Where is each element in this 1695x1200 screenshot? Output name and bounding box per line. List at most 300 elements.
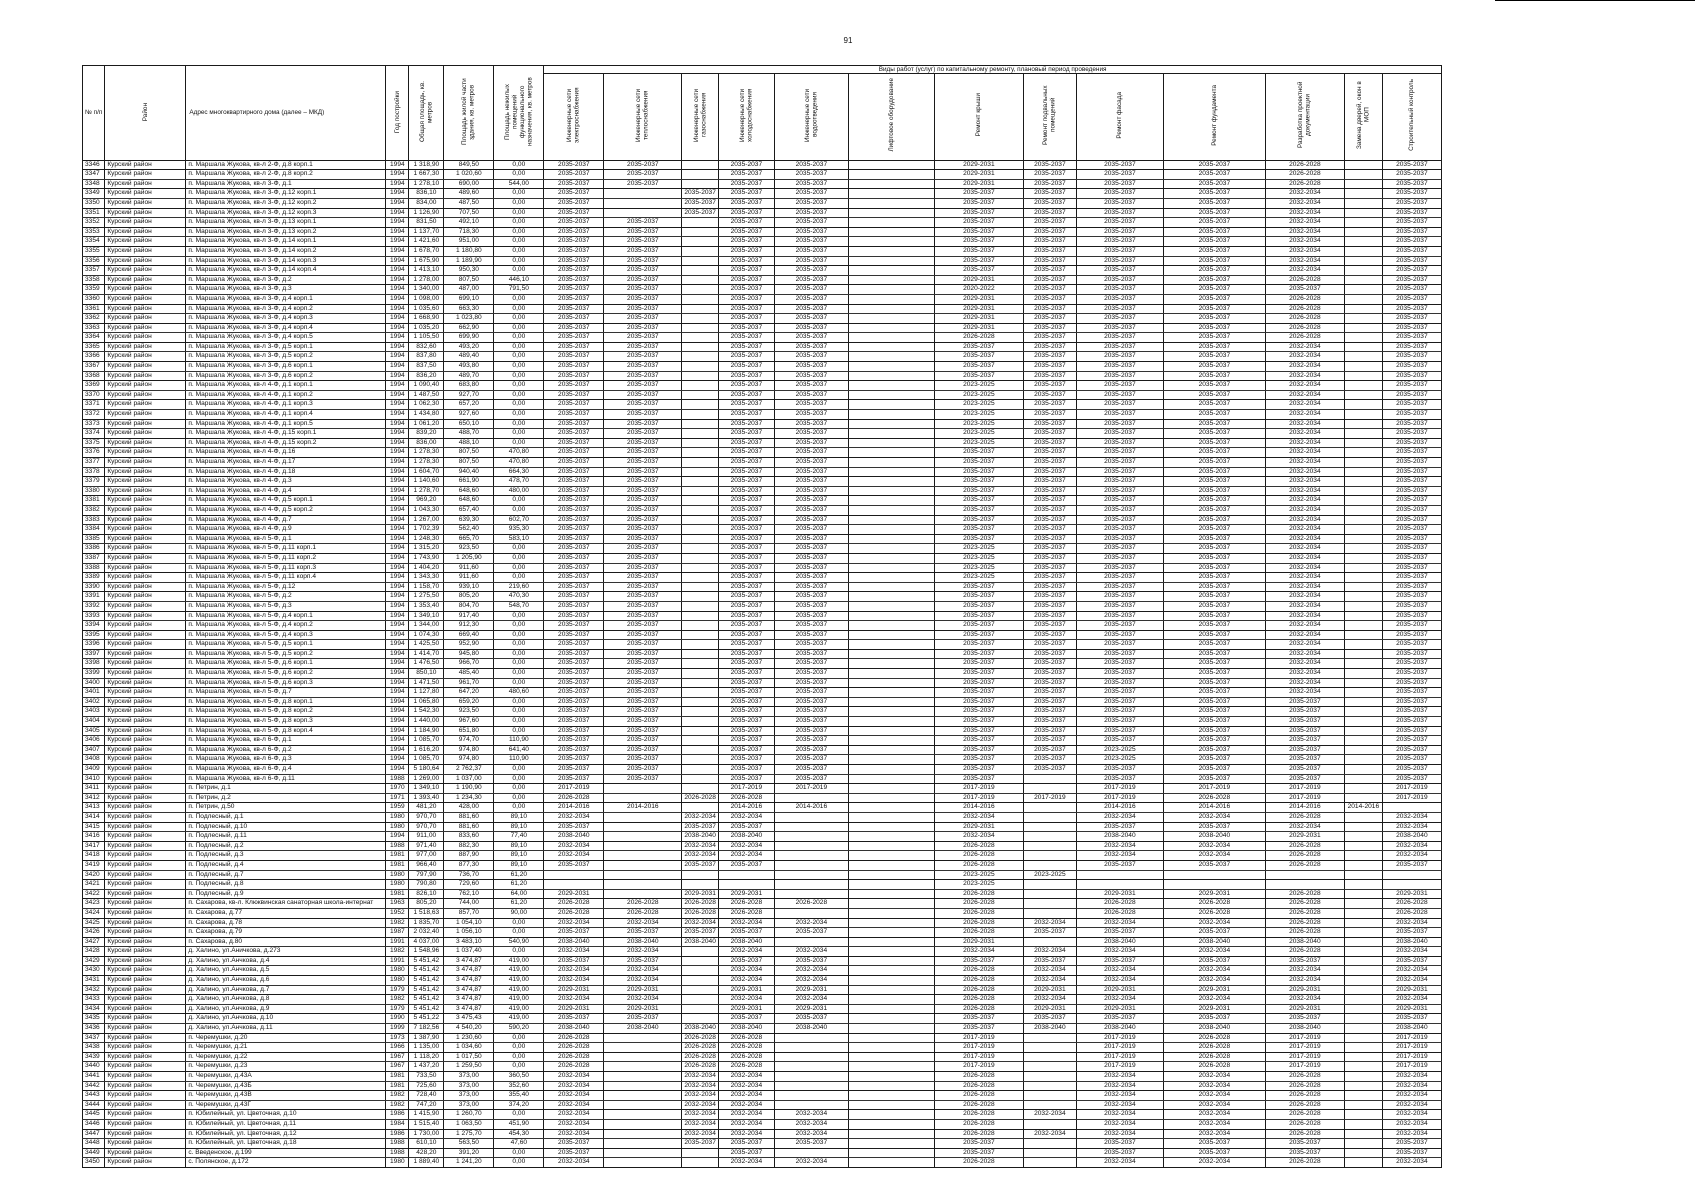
table-cell: 661,90	[444, 477, 494, 487]
table-cell: 2035-2037	[604, 765, 682, 775]
table-cell: 2032-2034	[1265, 544, 1344, 554]
table-cell	[682, 697, 719, 707]
table-cell: 2035-2037	[718, 697, 774, 707]
table-cell: 2032-2034	[718, 851, 774, 861]
table-row	[83, 678, 1442, 688]
table-cell: 2035-2037	[1163, 860, 1265, 870]
table-cell: Курский район	[105, 1110, 186, 1120]
table-cell: 1994	[386, 755, 409, 765]
table-cell	[682, 314, 719, 324]
table-cell	[682, 592, 719, 602]
table-cell: п. Черемушки, д.21	[186, 1043, 386, 1053]
table-cell	[848, 860, 934, 870]
table-cell: 2035-2037	[1076, 218, 1163, 228]
table-cell: 61,20	[494, 899, 544, 909]
table-cell: 3361	[83, 304, 105, 314]
table-cell: Курский район	[105, 1024, 186, 1034]
table-cell: 1994	[386, 582, 409, 592]
table-cell: 733,50	[409, 1072, 444, 1082]
table-cell: 3367	[83, 362, 105, 372]
table-cell	[604, 1043, 682, 1053]
table-cell: 2035-2037	[1163, 179, 1265, 189]
table-cell: 2026-2028	[1265, 1081, 1344, 1091]
table-cell: 3403	[83, 707, 105, 717]
table-cell: 2035-2037	[1163, 505, 1265, 515]
table-cell: 718,30	[444, 227, 494, 237]
table-cell: п. Маршала Жукова, кв-л 5-Ф, д.8 корп.3	[186, 717, 386, 727]
table-cell: 2035-2037	[774, 410, 848, 420]
table-cell: 2035-2037	[718, 179, 774, 189]
table-cell: 489,60	[444, 189, 494, 199]
table-cell: 2035-2037	[1023, 765, 1076, 775]
table-row	[83, 1148, 1442, 1158]
table-cell: 2035-2037	[1023, 170, 1076, 180]
table-cell	[682, 966, 719, 976]
table-cell: 2032-2034	[682, 1119, 719, 1129]
table-cell	[848, 1043, 934, 1053]
table-cell: 1 056,10	[444, 928, 494, 938]
table-row	[83, 553, 1442, 563]
table-cell	[1344, 448, 1382, 458]
table-cell: 2035-2037	[1163, 553, 1265, 563]
table-cell: 2032-2034	[1382, 976, 1441, 986]
table-cell: 2032-2034	[544, 918, 604, 928]
table-row	[83, 1091, 1442, 1101]
table-cell: 2035-2037	[1382, 611, 1441, 621]
table-cell: 1973	[386, 1033, 409, 1043]
table-cell: 2035-2037	[774, 534, 848, 544]
table-cell: 2032-2034	[544, 1158, 604, 1168]
table-cell: 2038-2040	[682, 937, 719, 947]
table-row	[83, 438, 1442, 448]
table-cell: 807,50	[444, 448, 494, 458]
table-cell: 1 889,40	[409, 1158, 444, 1168]
table-cell: 2032-2034	[1163, 1091, 1265, 1101]
table-cell: 2032-2034	[774, 918, 848, 928]
table-cell: 2035-2037	[544, 198, 604, 208]
table-cell: 1986	[386, 1110, 409, 1120]
table-cell: 3413	[83, 803, 105, 813]
table-cell: 2035-2037	[604, 352, 682, 362]
table-cell: 2035-2037	[1163, 611, 1265, 621]
table-cell: 2035-2037	[544, 467, 604, 477]
table-cell: Курский район	[105, 390, 186, 400]
table-row	[83, 362, 1442, 372]
table-cell: 2029-2031	[934, 304, 1023, 314]
table-cell	[682, 976, 719, 986]
table-cell: 2035-2037	[544, 774, 604, 784]
table-cell: 2035-2037	[1076, 563, 1163, 573]
table-row	[83, 1043, 1442, 1053]
table-cell: Курский район	[105, 525, 186, 535]
table-cell	[848, 1158, 934, 1168]
table-cell: 2017-2019	[1265, 1052, 1344, 1062]
table-cell: 2035-2037	[1023, 505, 1076, 515]
table-cell: 2035-2037	[604, 266, 682, 276]
table-cell: 2035-2037	[1076, 956, 1163, 966]
table-cell	[1344, 937, 1382, 947]
table-cell: 1988	[386, 1139, 409, 1149]
table-cell: 1994	[386, 227, 409, 237]
table-cell	[848, 400, 934, 410]
table-cell: 2035-2037	[604, 429, 682, 439]
table-cell	[604, 841, 682, 851]
table-cell: 489,40	[444, 352, 494, 362]
table-cell: 2014-2016	[1265, 803, 1344, 813]
table-cell: п. Маршала Жукова, кв-л 3-Ф, д.13 корп.1	[186, 218, 386, 228]
table-row	[83, 1052, 1442, 1062]
table-cell: 2035-2037	[1382, 765, 1441, 775]
table-cell: 2035-2037	[1382, 621, 1441, 631]
table-cell	[1344, 246, 1382, 256]
table-cell: 3379	[83, 477, 105, 487]
table-cell: Курский район	[105, 947, 186, 957]
table-cell: 2035-2037	[1076, 717, 1163, 727]
table-cell: п. Маршала Жукова, кв-л 5-Ф, д.11 корп.2	[186, 553, 386, 563]
table-cell	[1023, 1062, 1076, 1072]
table-cell: 2035-2037	[934, 256, 1023, 266]
table-cell: 2032-2034	[718, 947, 774, 957]
table-cell: 2035-2037	[1076, 928, 1163, 938]
table-cell: 2035-2037	[1076, 640, 1163, 650]
table-cell	[848, 793, 934, 803]
table-cell: Курский район	[105, 937, 186, 947]
table-cell: 2032-2034	[1023, 976, 1076, 986]
table-cell: п. Юбилейный, ул. Цветочная, д.12	[186, 1129, 386, 1139]
col-header-gas: Инженерные сети газоснабжения	[682, 74, 719, 161]
table-cell: 2035-2037	[544, 1139, 604, 1149]
table-cell: 2035-2037	[1163, 707, 1265, 717]
table-cell: 2035-2037	[604, 342, 682, 352]
table-cell: 2035-2037	[1076, 352, 1163, 362]
table-cell: 1981	[386, 1081, 409, 1091]
table-cell	[682, 429, 719, 439]
table-cell: 1 349,10	[409, 784, 444, 794]
table-cell: 950,30	[444, 266, 494, 276]
table-cell: Курский район	[105, 745, 186, 755]
table-row	[83, 429, 1442, 439]
table-cell: 2035-2037	[1382, 246, 1441, 256]
table-cell: 2035-2037	[934, 189, 1023, 199]
table-cell: 1980	[386, 880, 409, 890]
table-cell: Курский район	[105, 640, 186, 650]
table-cell: 1967	[386, 1052, 409, 1062]
table-cell: Курский район	[105, 793, 186, 803]
table-cell	[848, 908, 934, 918]
table-row	[83, 486, 1442, 496]
table-cell	[682, 1158, 719, 1168]
table-cell: 1994	[386, 477, 409, 487]
table-cell: 2035-2037	[1163, 755, 1265, 765]
table-cell: п. Маршала Жукова, кв-л 3-Ф, д.12 корп.3	[186, 208, 386, 218]
table-cell: 1966	[386, 1043, 409, 1053]
table-cell: 2032-2034	[1382, 918, 1441, 928]
table-cell: 2032-2034	[774, 1119, 848, 1129]
table-cell: 2023-2025	[1076, 755, 1163, 765]
table-cell: 2032-2034	[1265, 976, 1344, 986]
table-cell	[1344, 438, 1382, 448]
table-cell: 5 451,42	[409, 1004, 444, 1014]
table-cell: 2035-2037	[682, 1139, 719, 1149]
table-cell: 3357	[83, 266, 105, 276]
table-cell: 2032-2034	[604, 947, 682, 957]
table-cell: 2026-2028	[774, 899, 848, 909]
table-cell: 2035-2037	[1265, 1014, 1344, 1024]
table-cell	[1344, 170, 1382, 180]
table-cell: 2035-2037	[1023, 419, 1076, 429]
table-cell: 1994	[386, 160, 409, 170]
table-cell: 2035-2037	[718, 477, 774, 487]
table-cell	[848, 266, 934, 276]
table-cell: 2035-2037	[1023, 486, 1076, 496]
table-cell: 1994	[386, 649, 409, 659]
table-row	[83, 582, 1442, 592]
table-cell: 3416	[83, 832, 105, 842]
table-cell: 2026-2028	[718, 908, 774, 918]
table-cell: 0,00	[494, 774, 544, 784]
table-cell: 1 349,10	[409, 611, 444, 621]
table-row	[83, 755, 1442, 765]
table-cell: 659,20	[444, 697, 494, 707]
table-cell: 2035-2037	[604, 649, 682, 659]
table-cell: 2035-2037	[604, 717, 682, 727]
table-cell: п. Маршала Жукова, кв-л 5-Ф, д.5 корп.1	[186, 640, 386, 650]
table-cell: 2035-2037	[1076, 381, 1163, 391]
table-cell: 3409	[83, 765, 105, 775]
table-cell: 2035-2037	[774, 956, 848, 966]
table-cell: 2035-2037	[1382, 755, 1441, 765]
table-cell: 2032-2034	[1163, 947, 1265, 957]
table-cell	[1344, 947, 1382, 957]
table-cell: 2032-2034	[1163, 966, 1265, 976]
table-cell: Курский район	[105, 275, 186, 285]
table-row	[83, 851, 1442, 861]
table-cell: 2035-2037	[774, 515, 848, 525]
table-cell	[848, 294, 934, 304]
table-cell	[682, 947, 719, 957]
table-cell: 2032-2034	[1265, 438, 1344, 448]
table-cell: Курский район	[105, 1148, 186, 1158]
table-cell: 1 278,10	[409, 179, 444, 189]
table-row	[83, 659, 1442, 669]
table-cell: 540,90	[494, 937, 544, 947]
table-cell	[1344, 966, 1382, 976]
table-cell	[682, 621, 719, 631]
table-cell: 1994	[386, 592, 409, 602]
table-cell: 2035-2037	[718, 774, 774, 784]
table-cell	[682, 467, 719, 477]
table-cell	[1344, 323, 1382, 333]
table-cell: п. Петрин, д.1	[186, 784, 386, 794]
table-cell: 1 127,80	[409, 688, 444, 698]
table-cell: 2035-2037	[1265, 755, 1344, 765]
table-cell: 1994	[386, 611, 409, 621]
table-cell: 1994	[386, 218, 409, 228]
table-cell: 2035-2037	[1076, 170, 1163, 180]
table-cell: 2035-2037	[544, 256, 604, 266]
table-cell: д. Халино, ул.Анчкова, д.10	[186, 1014, 386, 1024]
table-cell: 0,00	[494, 1043, 544, 1053]
table-cell: 1 434,80	[409, 410, 444, 420]
table-cell: 5 451,42	[409, 956, 444, 966]
table-cell: 2035-2037	[604, 678, 682, 688]
table-cell: 2032-2034	[1265, 266, 1344, 276]
table-cell: 1994	[386, 352, 409, 362]
table-cell: 1994	[386, 832, 409, 842]
table-cell: 2035-2037	[1076, 573, 1163, 583]
table-cell: 2032-2034	[1382, 1110, 1441, 1120]
table-cell: 1 616,20	[409, 745, 444, 755]
table-cell: 1994	[386, 717, 409, 727]
table-cell: 3386	[83, 544, 105, 554]
table-cell: 2035-2037	[1382, 1148, 1441, 1158]
table-cell: 2035-2037	[1076, 544, 1163, 554]
table-cell: 0,00	[494, 803, 544, 813]
table-cell	[682, 160, 719, 170]
table-cell: 2035-2037	[1163, 314, 1265, 324]
table-cell	[604, 1119, 682, 1129]
table-cell: п. Черемушки, д.43Б	[186, 1081, 386, 1091]
table-cell: 2035-2037	[1076, 525, 1163, 535]
table-cell: 791,50	[494, 285, 544, 295]
table-cell	[682, 352, 719, 362]
table-cell: Курский район	[105, 784, 186, 794]
table-cell: 3373	[83, 419, 105, 429]
table-cell: 1 387,90	[409, 1033, 444, 1043]
table-cell	[1023, 1119, 1076, 1129]
table-cell: 1 118,20	[409, 1052, 444, 1062]
table-cell: 2017-2019	[1076, 1043, 1163, 1053]
table-cell: 2029-2031	[1265, 832, 1344, 842]
table-cell: 1994	[386, 553, 409, 563]
table-cell: 1984	[386, 1119, 409, 1129]
table-cell	[1344, 275, 1382, 285]
table-cell: 61,20	[494, 880, 544, 890]
table-cell: 2035-2037	[544, 956, 604, 966]
table-cell: 2035-2037	[1023, 717, 1076, 727]
table-cell: 2035-2037	[544, 860, 604, 870]
table-cell: 0,00	[494, 793, 544, 803]
table-cell: 2035-2037	[934, 956, 1023, 966]
table-cell: Курский район	[105, 208, 186, 218]
table-row	[83, 793, 1442, 803]
table-cell: 2035-2037	[1382, 179, 1441, 189]
table-cell: 2032-2034	[1076, 976, 1163, 986]
table-cell: 1982	[386, 1091, 409, 1101]
table-cell	[848, 381, 934, 391]
table-cell: 657,20	[444, 400, 494, 410]
table-cell: п. Маршала Жукова, кв-л 3-Ф, д.14 корп.4	[186, 266, 386, 276]
table-cell: 2017-2019	[934, 784, 1023, 794]
table-cell	[848, 688, 934, 698]
table-cell: 0,00	[494, 717, 544, 727]
table-cell: 489,70	[444, 371, 494, 381]
table-cell: 2032-2034	[1265, 400, 1344, 410]
table-cell: 2032-2034	[1265, 563, 1344, 573]
table-cell	[1344, 601, 1382, 611]
table-cell: 89,10	[494, 812, 544, 822]
table-cell: 2035-2037	[718, 342, 774, 352]
table-cell: 2035-2037	[604, 755, 682, 765]
table-cell: 2035-2037	[1163, 419, 1265, 429]
table-cell: 1 421,60	[409, 237, 444, 247]
table-cell: 2026-2028	[934, 985, 1023, 995]
table-cell: 2035-2037	[604, 505, 682, 515]
table-cell: п. Черемушки, д.43Г	[186, 1100, 386, 1110]
table-cell: 826,10	[409, 889, 444, 899]
table-cell: 1 260,70	[444, 1110, 494, 1120]
table-cell: 2035-2037	[544, 314, 604, 324]
table-cell: 3404	[83, 717, 105, 727]
table-cell: 0,00	[494, 544, 544, 554]
table-cell: 2032-2034	[1023, 966, 1076, 976]
table-cell: 2032-2034	[1382, 947, 1441, 957]
table-cell	[1076, 880, 1163, 890]
table-cell	[682, 496, 719, 506]
table-cell: п. Маршала Жукова, кв-л 5-Ф, д.7	[186, 688, 386, 698]
table-cell	[1344, 410, 1382, 420]
table-cell: 2035-2037	[1163, 237, 1265, 247]
table-cell: 2035-2037	[934, 592, 1023, 602]
table-cell: Курский район	[105, 812, 186, 822]
table-cell	[604, 198, 682, 208]
table-cell: 2035-2037	[604, 630, 682, 640]
table-row	[83, 323, 1442, 333]
table-cell: 2038-2040	[1076, 1024, 1163, 1034]
table-cell: 3432	[83, 985, 105, 995]
table-cell: 2032-2034	[1265, 390, 1344, 400]
table-cell: 481,20	[409, 803, 444, 813]
table-cell: 2035-2037	[774, 688, 848, 698]
table-cell: 1994	[386, 505, 409, 515]
table-cell	[1344, 1119, 1382, 1129]
table-cell: 2026-2028	[544, 1062, 604, 1072]
table-cell	[1344, 870, 1382, 880]
table-cell: 2035-2037	[718, 563, 774, 573]
table-cell: 2035-2037	[1382, 477, 1441, 487]
table-cell: 2035-2037	[1163, 1014, 1265, 1024]
table-cell: п. Маршала Жукова, кв-л 4-Ф, д.1 корп.1	[186, 381, 386, 391]
table-cell: 2035-2037	[1076, 227, 1163, 237]
table-cell: 488,70	[444, 429, 494, 439]
table-cell: 2035-2037	[604, 563, 682, 573]
table-cell	[1344, 1100, 1382, 1110]
table-cell	[682, 1004, 719, 1014]
table-cell: 1994	[386, 400, 409, 410]
table-cell: Курский район	[105, 448, 186, 458]
table-cell: 2035-2037	[1023, 515, 1076, 525]
table-cell: 2035-2037	[1023, 496, 1076, 506]
table-cell: 2032-2034	[1163, 851, 1265, 861]
table-cell: 2035-2037	[718, 294, 774, 304]
table-cell: 2035-2037	[604, 458, 682, 468]
table-cell	[1344, 429, 1382, 439]
table-cell: 492,10	[444, 218, 494, 228]
table-cell	[1076, 870, 1163, 880]
table-cell: 2032-2034	[1265, 429, 1344, 439]
table-cell: 2035-2037	[718, 1139, 774, 1149]
table-cell: 0,00	[494, 621, 544, 631]
table-cell: Курский район	[105, 170, 186, 180]
table-cell: 2035-2037	[1023, 544, 1076, 554]
table-cell: 2017-2019	[1076, 1052, 1163, 1062]
table-cell: 2032-2034	[1265, 688, 1344, 698]
table-cell: 1 318,90	[409, 160, 444, 170]
table-row	[83, 170, 1442, 180]
table-cell: 3396	[83, 640, 105, 650]
table-cell: 3354	[83, 237, 105, 247]
table-cell: 2026-2028	[718, 1043, 774, 1053]
